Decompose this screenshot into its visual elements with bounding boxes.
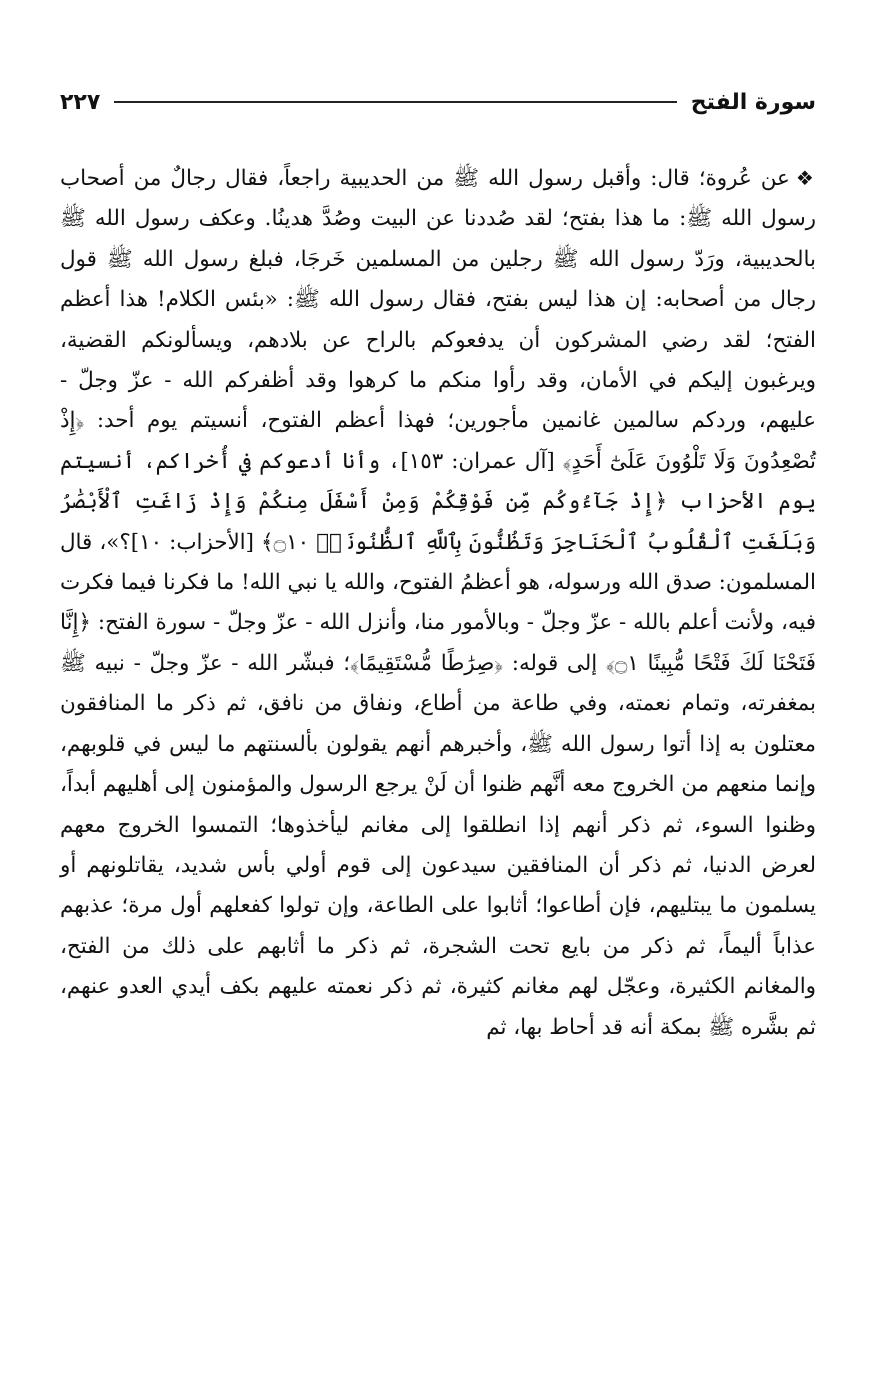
page-header bbox=[60, 80, 816, 124]
bullet-icon: ❖ bbox=[795, 166, 816, 190]
header-rule bbox=[114, 101, 676, 103]
page-number: ٢٢٧ bbox=[60, 89, 101, 115]
surah-title: سورة الفتح bbox=[690, 89, 816, 115]
body-paragraph bbox=[60, 158, 816, 1048]
paragraph-text: عن عُروة؛ قال: وأقبل رسول الله ﷺ من الحديبية راجعاً، فقال رجالٌ من أصحاب رسول الله ﷺ: ما هذا بفتح؛ لقد صُددنا عن البيت وصُدَّ هدينُا. وعكف رسول الله ﷺ بالحديبية، ورَدّ رسول الله ﷺ رجلين من المسلمين خَرجَا، فبلغ رسول الله ﷺ قول رجال من أصحابه: إن هذا ليس بفتح، فقال رسول الله ﷺ: «بئس الكلام! هذا أعظم الفتح؛ لقد رضي المشركون أن يدفعوكم بالراح عن بلادهم، ويسألونكم القضية، ويرغبون إليكم في الأمان، وقد رأوا منكم ما كرهوا وقد أظفركم الله - عزّ وجلّ - عليهم، وردكم سالمين غانمين مأجورين؛ فهذا أعظم الفتوح، أنسيتم يوم أحد: ﴿إِذْ تُصْعِدُونَ وَلَا تَلْوُونَ عَلَىٰٓ أَحَدٍ﴾ [آل عمران: ١٥٣]، وأنا أدعوكم في أُخراكم، أنسيتم يوم الأحزاب ﴿إِذْ جَآءُوكُم مِّن فَوْقِكُمْ وَمِنْ أَسْفَلَ مِنكُمْ وَإِذْ زَاغَتِ ٱلْأَبْصَٰرُ وَبَلَغَتِ ٱلْقُلُوبُ ٱلْحَنَاجِرَ وَتَظُنُّونَ بِٱللَّهِ ٱلظُّنُونَا۠ ۝١٠﴾ [الأحزاب: ١٠]؟»، قال المسلمون: صدق الله ورسوله، هو أعظمُ الفتوح، والله يا نبي الله! ما فكرنا فيما فكرت فيه، ولأنت أعلم بالله - عزّ وجلّ - وبالأمور منا، وأنزل الله - عزّ وجلّ - سورة الفتح: ﴿إِنَّا فَتَحْنَا لَكَ فَتْحًا مُّبِينًا ۝١﴾ إلى قوله: ﴿صِرَٰطًا مُّسْتَقِيمًا﴾؛ فبشّر الله - عزّ وجلّ - نبيه ﷺ بمغفرته، وتمام نعمته، وفي طاعة من أطاع، ونفاق من نافق، ثم ذكر ما المنافقون معتلون به إذا أتوا رسول الله ﷺ، وأخبرهم أنهم يقولون بألسنتهم ما ليس في قلوبهم، وإنما منعهم من الخروج معه أنَّهم ظنوا أن لَنْ يرجع الرسول والمؤمنون إلى أهليهم أبداً، وظنوا السوء، ثم ذكر أنهم إذا انطلقوا إلى مغانم ليأخذوها؛ التمسوا الخروج معهم لعرض الدنيا، ثم ذكر أن المنافقين سيدعون إلى قوم أولي بأس شديد، يقاتلونهم أو يسلمون ما يبتليهم، فإن أطاعوا؛ أثابوا على الطاعة، وإن تولوا كفعلهم أول مرة؛ عذبهم عذاباً أليماً، ثم ذكر من بايع تحت الشجرة، ثم ذكر ما أثابهم على ذلك من الفتح، والمغانم الكثيرة، وعجّل لهم مغانم كثيرة، ثم ذكر نعمته عليهم بكف أيدي العدو عنهم، ثم بشَّره ﷺ بمكة أنه قد أحاط بها، ثم bbox=[60, 166, 817, 1040]
book-page bbox=[60, 80, 816, 1360]
